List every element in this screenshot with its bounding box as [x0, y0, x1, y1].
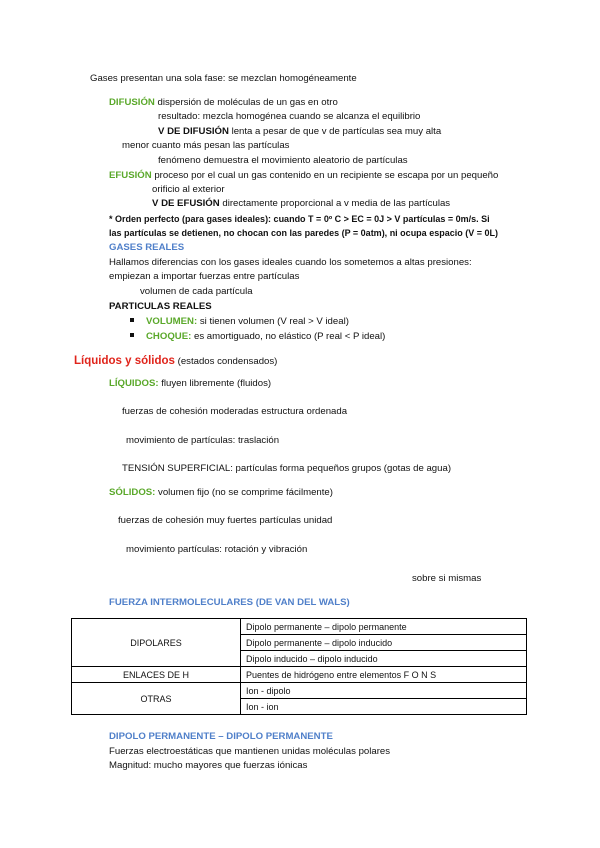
dipole-line1: Fuerzas electroestáticas que mantienen unidas moléculas polares: [109, 746, 391, 757]
solidos-note: sobre si mismas: [412, 573, 482, 584]
efusion-line: [109, 170, 498, 182]
difusion-line: [109, 97, 338, 109]
solidos-def: volumen fijo (no se comprime fácilmente): [158, 487, 333, 498]
difusion-result: resultado: mezcla homogénea cuando se alcanza el equilibrio: [158, 111, 421, 122]
condensed-title-line: [74, 354, 277, 369]
efusion-def: proceso por el cual un gas contenido en un recipiente se escapa por un pequeño: [154, 170, 499, 181]
table-row: [72, 667, 527, 683]
dipolares-item-1: Dipolo permanente – dipolo permanente: [241, 619, 527, 635]
otras-item-2: Ion - ion: [241, 699, 527, 715]
otras-item-1: Ion - dipolo: [241, 683, 527, 699]
efusion-def-cont: orificio al exterior: [152, 184, 225, 195]
dipolares-item-3: Dipolo inducido – dipolo inducido: [241, 651, 527, 667]
forces-table: [71, 618, 527, 715]
gases-reales-heading: GASES REALES: [109, 242, 185, 253]
difusion-term: DIFUSIÓN: [109, 97, 155, 108]
condensed-subtitle: (estados condensados): [177, 356, 278, 367]
solidos-movement: movimiento partículas: rotación y vibración: [126, 544, 308, 555]
solidos-term: SÓLIDOS:: [109, 487, 156, 498]
liquidos-forces: fuerzas de cohesión moderadas estructura ordenada: [122, 406, 348, 417]
difusion-speed-line: [158, 126, 441, 138]
liquidos-tension: TENSIÓN SUPERFICIAL: partículas forma pequeños grupos (gotas de agua): [122, 463, 452, 474]
table-row: [72, 619, 527, 635]
liquidos-def: fluyen libremente (fluidos): [161, 378, 272, 389]
dipolares-label: DIPOLARES: [72, 619, 241, 667]
dipolares-item-2: Dipolo permanente – dipolo inducido: [241, 635, 527, 651]
difusion-speed-def: lenta a pesar de que v de partículas sea muy alta: [231, 126, 442, 137]
solidos-forces: fuerzas de cohesión muy fuertes partículas unidad: [118, 515, 333, 526]
intermolecular-heading: FUERZA INTERMOLECULARES (DE VAN DEL WALS): [109, 597, 350, 608]
liquidos-line: [109, 378, 271, 390]
enlaces-label: ENLACES DE H: [72, 667, 241, 683]
difusion-speed-term: V DE DIFUSIÓN: [158, 126, 229, 137]
table-row: [72, 683, 527, 699]
efusion-speed-def: directamente proporcional a v media de las partículas: [222, 198, 451, 209]
volumen-term: VOLUMEN:: [146, 316, 198, 327]
gases-reales-line2: empiezan a importar fuerzas entre partículas: [109, 271, 300, 282]
condensed-title: Líquidos y sólidos: [74, 355, 175, 367]
volumen-text: si tienen volumen (V real > V ideal): [199, 316, 349, 327]
otras-label: OTRAS: [72, 683, 241, 715]
ideal-gas-note-1: * Orden perfecto (para gases ideales): cuando T = 0º C > EC = 0J > V partículas = 0m/s. Si: [109, 214, 490, 224]
particulas-reales-heading: PARTICULAS REALES: [109, 301, 212, 312]
solidos-line: [109, 487, 333, 499]
choque-term: CHOQUE:: [146, 331, 192, 342]
bullet-choque: [130, 331, 385, 343]
bullet-volumen: [130, 316, 349, 328]
ideal-gas-note-2: las partículas se detienen, no chocan con las paredes (P = 0atm), ni ocupa espacio (V = 0L): [109, 228, 498, 238]
dipole-heading: DIPOLO PERMANENTE – DIPOLO PERMANENTE: [109, 731, 333, 742]
efusion-speed-line: [152, 198, 450, 210]
gases-reales-line1: Hallamos diferencias con los gases ideales cuando los sometemos a altas presiones:: [109, 257, 472, 268]
dipole-line2: Magnitud: mucho mayores que fuerzas iónicas: [109, 760, 308, 771]
bullet-icon: [130, 333, 134, 337]
bullet-icon: [130, 318, 134, 322]
gases-intro: Gases presentan una sola fase: se mezclan homogéneamente: [90, 73, 357, 84]
gases-reales-line3: volumen de cada partícula: [140, 286, 253, 297]
difusion-speed-cont: menor cuanto más pesan las partículas: [122, 140, 290, 151]
liquidos-term: LÍQUIDOS:: [109, 378, 159, 389]
efusion-speed-term: V DE EFUSIÓN: [152, 198, 220, 209]
enlaces-item: Puentes de hidrógeno entre elementos F O N S: [241, 667, 527, 683]
efusion-term: EFUSIÓN: [109, 170, 152, 181]
liquidos-movement: movimiento de partículas: traslación: [126, 435, 280, 446]
choque-text: es amortiguado, no elástico (P real < P ideal): [193, 331, 386, 342]
difusion-phenomenon: fenómeno demuestra el movimiento aleatorio de partículas: [158, 155, 408, 166]
difusion-def: dispersión de moléculas de un gas en otro: [157, 97, 338, 108]
